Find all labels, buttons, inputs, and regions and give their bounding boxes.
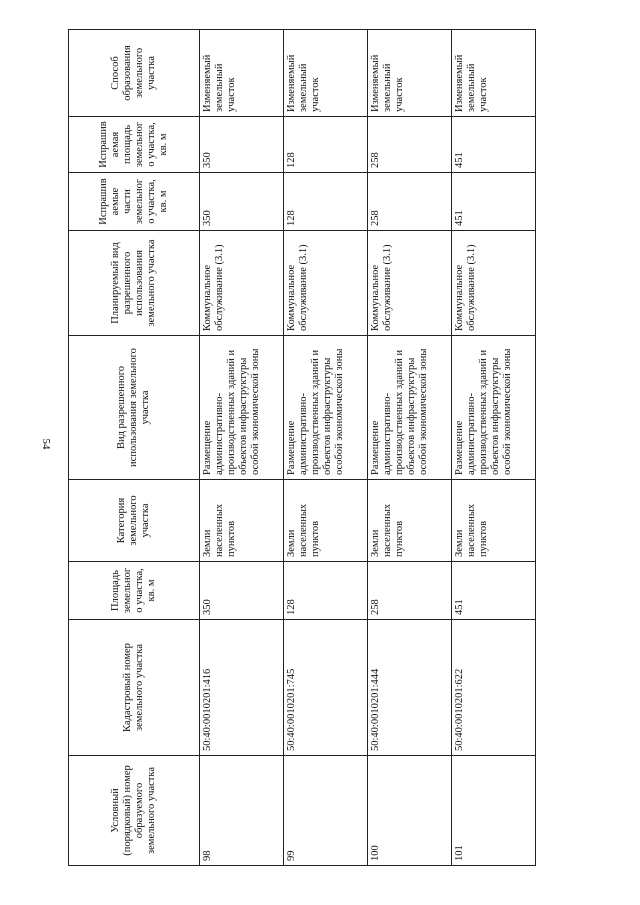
header-cadastral-number: Кадастровый номер земельного участка [69,620,200,756]
cell-planned-use: Коммунальное обслуживание (3.1) [368,231,452,336]
table-row [200,30,284,866]
header-formation-method: Способ образования земельного участка [69,30,200,117]
table-row [368,30,452,866]
cell-planned-use: Коммунальное обслуживание (3.1) [284,231,368,336]
cell-area: 350 [200,562,284,620]
table-row [452,30,536,866]
cell-requested-area: 451 [452,117,536,173]
cell-cadastral-number: 50:40:0010201:444 [368,620,452,756]
header-category: Категория земельного участка [69,480,200,562]
cell-requested-area: 128 [284,117,368,173]
cell-plot-number: 99 [284,756,368,866]
cell-plot-number: 100 [368,756,452,866]
cell-area: 451 [452,562,536,620]
table-header-row [69,30,200,866]
land-plots-table [68,29,536,866]
cell-requested-parts: 128 [284,173,368,231]
cell-category: Земли населенных пунктов [368,480,452,562]
cell-cadastral-number: 50:40:0010201:416 [200,620,284,756]
header-requested-area: Испрашиваемая площадь земельного участка, кв. м [69,117,200,173]
cell-formation-method: Изменяемый земельный участок [284,30,368,117]
cell-planned-use: Коммунальное обслуживание (3.1) [200,231,284,336]
cell-requested-parts: 451 [452,173,536,231]
cell-permitted-use: Размещение административно-производственных зданий и объектов инфраструктуры особой экономической зоны [452,336,536,480]
cell-formation-method: Изменяемый земельный участок [200,30,284,117]
cell-category: Земли населенных пунктов [452,480,536,562]
cell-category: Земли населенных пунктов [200,480,284,562]
header-plot-number: Условный (порядковый) номер образуемого земельного участка [69,756,200,866]
header-permitted-use: Вид разрешенного использования земельного участка [69,336,200,480]
cell-category: Земли населенных пунктов [284,480,368,562]
cell-permitted-use: Размещение административно-производственных зданий и объектов инфраструктуры особой экономической зоны [284,336,368,480]
cell-area: 128 [284,562,368,620]
cell-requested-parts: 258 [368,173,452,231]
rotated-table-wrapper [68,30,536,866]
page-number: 54 [40,438,52,450]
cell-formation-method: Изменяемый земельный участок [452,30,536,117]
cell-planned-use: Коммунальное обслуживание (3.1) [452,231,536,336]
header-requested-parts: Испрашиваемые части земельного участка, кв. м [69,173,200,231]
cell-cadastral-number: 50:40:0010201:622 [452,620,536,756]
header-area: Площадь земельного участка, кв. м [69,562,200,620]
cell-plot-number: 101 [452,756,536,866]
land-plots-table-area [68,30,536,866]
cell-requested-parts: 350 [200,173,284,231]
table-row [284,30,368,866]
cell-requested-area: 258 [368,117,452,173]
cell-permitted-use: Размещение административно-производственных зданий и объектов инфраструктуры особой экономической зоны [200,336,284,480]
cell-requested-area: 350 [200,117,284,173]
cell-cadastral-number: 50:40:0010201:745 [284,620,368,756]
cell-area: 258 [368,562,452,620]
cell-permitted-use: Размещение административно-производственных зданий и объектов инфраструктуры особой экономической зоны [368,336,452,480]
cell-formation-method: Изменяемый земельный участок [368,30,452,117]
cell-plot-number: 98 [200,756,284,866]
header-planned-use: Планируемый вид разрешенного использования земельного участка [69,231,200,336]
